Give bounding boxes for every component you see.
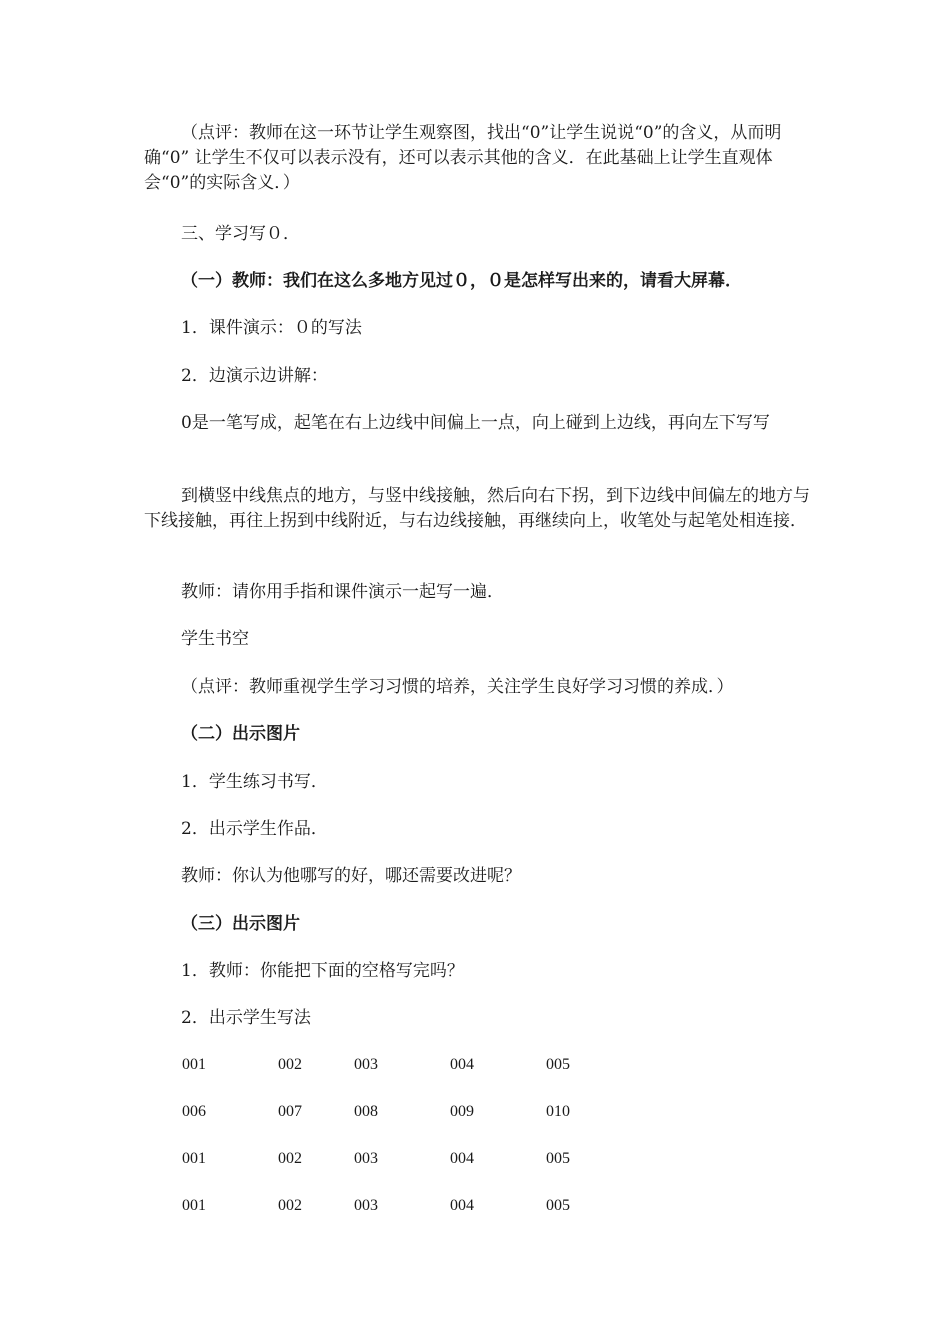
table-cell: 005 bbox=[546, 1150, 570, 1167]
exercise-step-1: 1．教师：你能把下面的空格写完吗？ bbox=[181, 961, 464, 981]
comment-paragraph-2: （点评：教师重视学生学习习惯的培养，关注学生良好学习习惯的养成．） bbox=[181, 677, 734, 697]
practice-step-2: 2．出示学生作品． bbox=[181, 819, 328, 839]
table-cell: 003 bbox=[354, 1197, 378, 1214]
table-cell: 010 bbox=[546, 1103, 570, 1120]
table-cell: 004 bbox=[450, 1197, 474, 1214]
teacher-instruction: 教师：请你用手指和课件演示一起写一遍． bbox=[181, 582, 504, 602]
section-heading-3: 三、学习写０． bbox=[181, 224, 300, 244]
step-2: 2．边演示边讲解： bbox=[181, 366, 328, 386]
table-cell: 009 bbox=[450, 1103, 474, 1120]
practice-step-1: 1．学生练习书写． bbox=[181, 772, 328, 792]
student-air-writing: 学生书空 bbox=[181, 629, 249, 649]
table-cell: 004 bbox=[450, 1150, 474, 1167]
table-cell: 002 bbox=[278, 1197, 302, 1214]
comment-paragraph-1: （点评：教师在这一环节让学生观察图，找出“0”让学生说说“0”的含义，从而明确“0” 让学生不仅可以表示没有，还可以表示其他的含义．在此基础上让学生直观体会“0”的实际含义．） bbox=[144, 123, 782, 193]
table-cell: 007 bbox=[278, 1103, 302, 1120]
table-cell: 006 bbox=[182, 1103, 206, 1120]
subsection-heading-2: （二）出示图片 bbox=[181, 724, 300, 744]
teacher-question: 教师：你认为他哪写的好，哪还需要改进呢？ bbox=[181, 866, 521, 886]
table-cell: 001 bbox=[182, 1150, 206, 1167]
writing-explanation-1: 0是一笔写成，起笔在右上边线中间偏上一点，向上碰到上边线，再向左下写写 bbox=[181, 413, 770, 433]
subsection-heading-3: （三）出示图片 bbox=[181, 914, 300, 934]
writing-explanation-2: 到横竖中线焦点的地方，与竖中线接触，然后向右下拐，到下边线中间偏左的地方与下线接触，再往上拐到中线附近，与右边线接触，再继续向上，收笔处与起笔处相连接． bbox=[144, 486, 810, 531]
table-cell: 003 bbox=[354, 1150, 378, 1167]
step-1: 1．课件演示：０的写法 bbox=[181, 318, 362, 338]
table-cell: 005 bbox=[546, 1056, 570, 1073]
table-cell: 004 bbox=[450, 1056, 474, 1073]
table-cell: 001 bbox=[182, 1056, 206, 1073]
table-cell: 008 bbox=[354, 1103, 378, 1120]
table-cell: 002 bbox=[278, 1150, 302, 1167]
subsection-heading-1: （一）教师：我们在这么多地方见过０，０是怎样写出来的，请看大屏幕． bbox=[181, 271, 742, 291]
exercise-step-2: 2．出示学生写法 bbox=[181, 1008, 311, 1028]
table-cell: 003 bbox=[354, 1056, 378, 1073]
table-cell: 002 bbox=[278, 1056, 302, 1073]
table-cell: 001 bbox=[182, 1197, 206, 1214]
table-cell: 005 bbox=[546, 1197, 570, 1214]
